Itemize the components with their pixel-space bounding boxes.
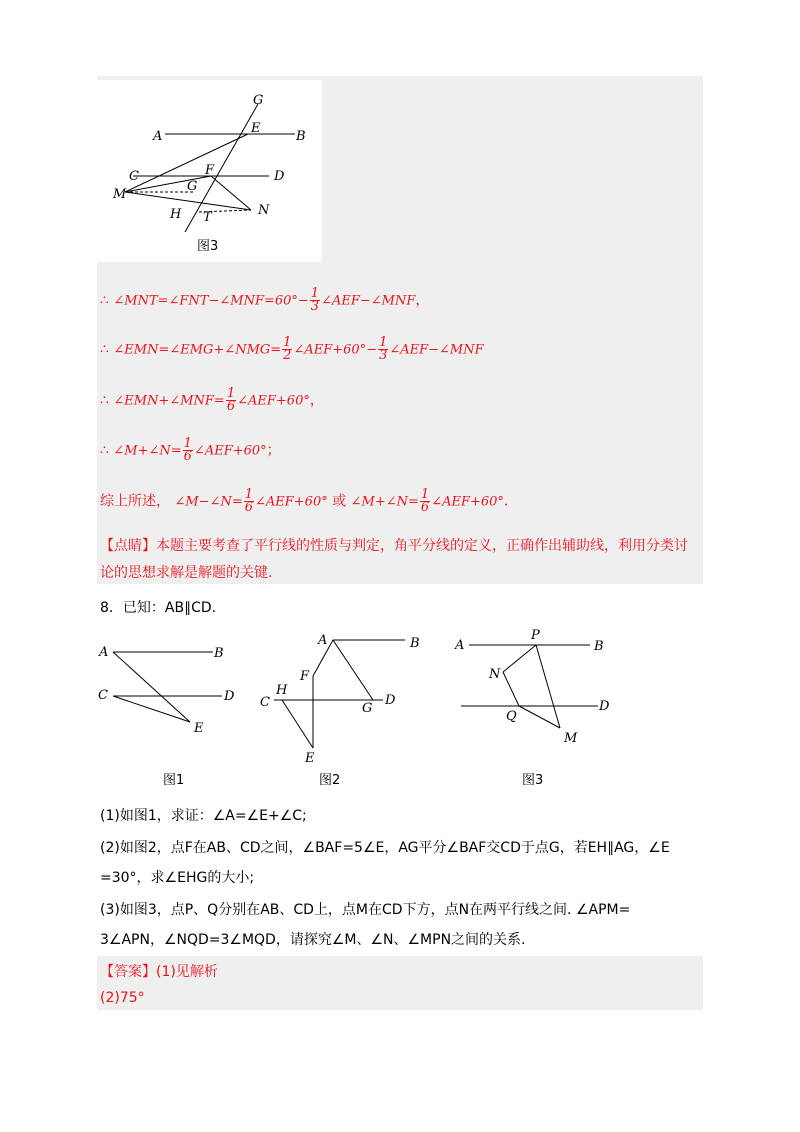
fig2-caption: 图2 — [319, 773, 341, 786]
label-E: E — [251, 121, 261, 136]
summary: 综上所述， ∠M−∠N= $\frac{1}{6}$ ∠AEF+60° 或 ∠M+∠N= $\frac{1}{6}$ ∠AEF+60°. — [100, 487, 509, 515]
fig1-label-D: D — [224, 689, 235, 704]
fig3-label-B: B — [594, 639, 604, 654]
fig3-label-P: P — [531, 628, 540, 643]
fig2-label-E: E — [305, 751, 315, 766]
label-A: A — [153, 129, 163, 144]
answer-1: (1)见解析 — [156, 964, 218, 980]
fig2-label-H: H — [276, 683, 288, 698]
step-4: ∴ ∠M+∠N= $\frac{1}{6}$ ∠AEF+60°； — [100, 436, 281, 464]
fig2-label-A: A — [318, 633, 328, 648]
fig2-label-F: F — [300, 669, 310, 684]
comment-line-1: 【点睛】本题主要考查了平行线的性质与判定，角平分线的定义，正确作出辅助线，利用分类讨 — [100, 538, 688, 554]
label-G2: G — [187, 179, 198, 194]
fig3-caption: 图3 — [522, 773, 544, 786]
fig2-label-G: G — [362, 701, 373, 716]
q8-part-2-line-1: (2)如图2，点F在AB、CD之间，∠BAF=5∠E，AG平分∠BAF交CD于点G，若EH∥AG，∠E — [100, 840, 670, 856]
q8-title: 8．已知：AB∥CD. — [100, 600, 217, 616]
figure-3-top-svg — [97, 80, 322, 262]
q8-part-1: (1)如图1，求证：∠A=∠E+∠C; — [100, 808, 307, 824]
answer-label: 【答案】 — [100, 964, 156, 980]
label-N: N — [258, 203, 270, 218]
label-F: F — [205, 163, 215, 178]
fig1-label-B: B — [214, 646, 224, 661]
q8-part-2-line-2: =30°，求∠EHG的大小; — [100, 870, 255, 886]
figure-caption: 图3 — [197, 239, 219, 254]
label-M: M — [113, 187, 127, 202]
q8-figures — [0, 626, 800, 786]
fig1-label-E: E — [194, 721, 204, 736]
fig2-label-B: B — [410, 636, 420, 651]
fig2-label-D: D — [385, 693, 396, 708]
q8-part-3-line-2: 3∠APN，∠NQD=3∠MQD，请探究∠M、∠N、∠MPN之间的关系. — [100, 932, 526, 948]
q8-figure-1 — [98, 645, 235, 736]
figure-3-top — [97, 80, 322, 262]
step-1: ∴ ∠MNT=∠FNT−∠MNF=60°− $\frac{1}{3}$ ∠AEF−∠MNF， — [100, 286, 430, 314]
label-G: G — [253, 93, 264, 108]
answer-2: (2)75° — [100, 990, 145, 1006]
step-2: ∴ ∠EMN=∠EMG+∠NMG= $\frac{1}{2}$ ∠AEF+60°− $\frac{1}{3}$ ∠AEF−∠MNF — [100, 335, 484, 363]
label-H: H — [170, 207, 182, 222]
fig3-label-Q: Q — [506, 709, 517, 724]
label-T: T — [203, 210, 212, 225]
step-3: ∴ ∠EMN+∠MNF= $\frac{1}{6}$ ∠AEF+60°， — [100, 386, 324, 414]
fig3-label-M: M — [564, 731, 578, 746]
q8-figure-2 — [260, 633, 420, 766]
fig1-caption: 图1 — [163, 773, 185, 786]
fig1-label-C: C — [98, 688, 108, 703]
label-D: D — [274, 169, 285, 184]
fig1-label-A: A — [99, 645, 109, 660]
label-C: C — [129, 169, 139, 184]
fig3-label-A: A — [455, 638, 465, 653]
answer-line-1 — [100, 962, 218, 982]
q8-figure-3 — [454, 628, 610, 746]
fig3-label-D: D — [599, 699, 610, 714]
fig3-label-N: N — [489, 667, 501, 682]
fig2-label-C: C — [260, 695, 270, 710]
label-B: B — [296, 129, 306, 144]
comment-line-2: 论的思想求解是解题的关键. — [100, 565, 273, 581]
q8-part-3-line-1: (3)如图3，点P、Q分别在AB、CD上，点M在CD下方，点N在两平行线之间. ∠APM= — [100, 902, 631, 918]
